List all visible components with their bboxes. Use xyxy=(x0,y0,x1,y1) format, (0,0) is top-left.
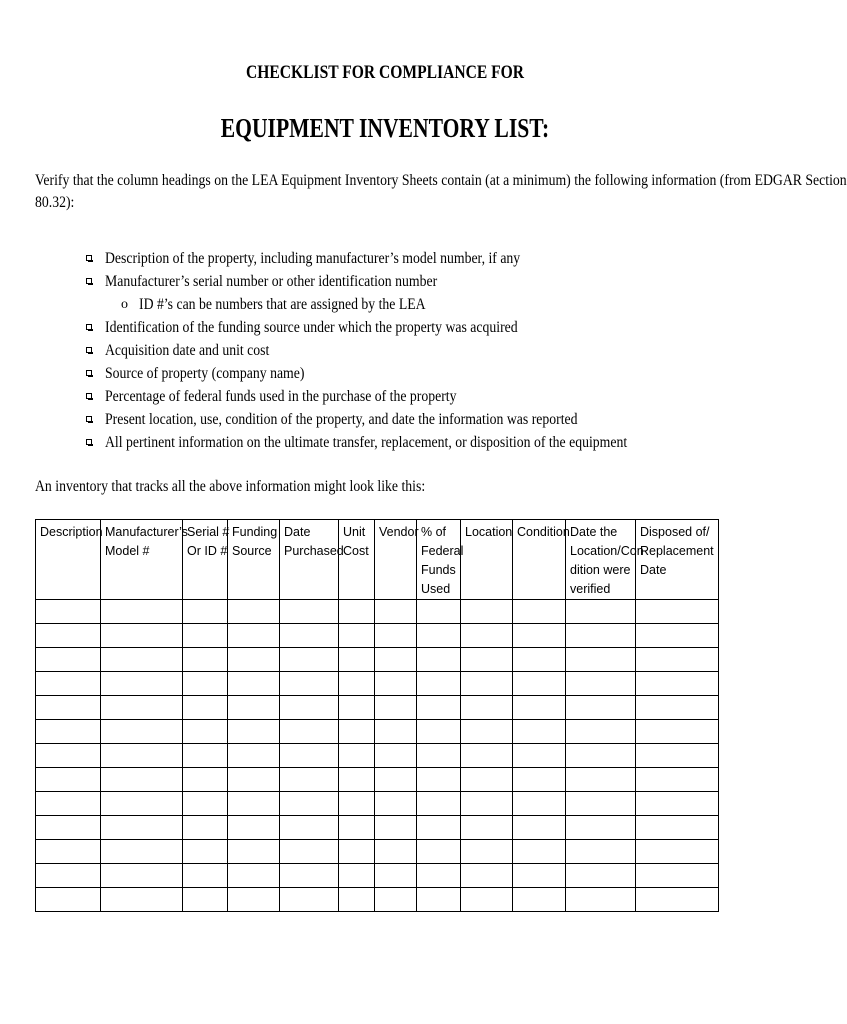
table-cell[interactable] xyxy=(228,696,280,720)
table-cell[interactable] xyxy=(339,864,375,888)
table-body xyxy=(36,600,719,912)
table-cell[interactable] xyxy=(513,720,566,744)
circle-bullet-icon: o xyxy=(121,297,128,312)
table-row xyxy=(36,672,719,696)
column-header xyxy=(228,520,280,600)
table-cell[interactable] xyxy=(636,744,719,768)
checklist-item-text: Manufacturer’s serial number or other identification number xyxy=(105,273,438,290)
table-cell[interactable] xyxy=(280,792,339,816)
table-cell[interactable] xyxy=(461,816,513,840)
table-cell[interactable] xyxy=(375,624,417,648)
table-row xyxy=(36,888,719,912)
table-cell[interactable] xyxy=(566,864,636,888)
table-row xyxy=(36,600,719,624)
document-title-line2: EQUIPMENT INVENTORY LIST: xyxy=(220,113,550,143)
table-cell[interactable] xyxy=(183,672,228,696)
table-cell[interactable] xyxy=(36,792,101,816)
table-cell[interactable] xyxy=(417,840,461,864)
table-cell[interactable] xyxy=(280,888,339,912)
table-cell[interactable] xyxy=(339,816,375,840)
column-header-line: Date xyxy=(284,525,311,539)
table-cell[interactable] xyxy=(101,648,183,672)
table-cell[interactable] xyxy=(375,672,417,696)
table-cell[interactable] xyxy=(461,864,513,888)
table-row xyxy=(36,744,719,768)
table-cell[interactable] xyxy=(417,864,461,888)
table-cell[interactable] xyxy=(228,768,280,792)
inventory-table xyxy=(35,519,719,912)
table-cell[interactable] xyxy=(101,624,183,648)
table-cell[interactable] xyxy=(461,624,513,648)
table-cell[interactable] xyxy=(280,744,339,768)
table-cell[interactable] xyxy=(375,816,417,840)
table-cell[interactable] xyxy=(417,720,461,744)
table-cell[interactable] xyxy=(183,744,228,768)
table-cell[interactable] xyxy=(183,696,228,720)
table-cell[interactable] xyxy=(636,672,719,696)
table-cell[interactable] xyxy=(417,672,461,696)
intro-line-1: Verify that the column headings on the LEA Equipment Inventory Sheets contain (at a minimum) the following information (from EDGAR Section xyxy=(35,172,847,189)
table-cell[interactable] xyxy=(280,600,339,624)
column-header xyxy=(566,520,644,600)
table-cell[interactable] xyxy=(461,720,513,744)
table-cell[interactable] xyxy=(417,768,461,792)
table-header-row xyxy=(36,520,719,600)
table-cell[interactable] xyxy=(513,648,566,672)
table-cell[interactable] xyxy=(375,744,417,768)
column-header xyxy=(417,520,464,600)
table-cell[interactable] xyxy=(339,624,375,648)
table-cell[interactable] xyxy=(566,888,636,912)
table-cell[interactable] xyxy=(417,888,461,912)
checkbox-bullet-icon xyxy=(86,393,92,399)
column-header-line: Vendor xyxy=(379,525,419,539)
table-cell[interactable] xyxy=(36,720,101,744)
table-cell[interactable] xyxy=(183,816,228,840)
table-cell[interactable] xyxy=(280,768,339,792)
checkbox-bullet-icon xyxy=(86,416,92,422)
table-row xyxy=(36,792,719,816)
column-header-line: Replacement xyxy=(640,544,714,558)
intro-line-2: 80.32): xyxy=(35,194,75,211)
table-cell[interactable] xyxy=(636,840,719,864)
table-cell[interactable] xyxy=(461,888,513,912)
table-row xyxy=(36,648,719,672)
column-header xyxy=(461,520,513,600)
table-cell[interactable] xyxy=(513,744,566,768)
table-cell[interactable] xyxy=(183,768,228,792)
table-cell[interactable] xyxy=(636,864,719,888)
document-title-line1: CHECKLIST FOR COMPLIANCE FOR xyxy=(245,62,525,83)
column-header xyxy=(375,520,417,600)
table-cell[interactable] xyxy=(36,840,101,864)
column-header-line: Funds xyxy=(421,563,456,577)
table-cell[interactable] xyxy=(339,696,375,720)
table-cell[interactable] xyxy=(461,768,513,792)
table-cell[interactable] xyxy=(101,696,183,720)
table-cell[interactable] xyxy=(375,648,417,672)
intro-paragraph xyxy=(35,170,847,214)
table-cell[interactable] xyxy=(566,840,636,864)
table-cell[interactable] xyxy=(280,840,339,864)
table-cell[interactable] xyxy=(183,864,228,888)
table-cell[interactable] xyxy=(101,720,183,744)
table-row xyxy=(36,768,719,792)
table-cell[interactable] xyxy=(280,864,339,888)
table-cell[interactable] xyxy=(417,624,461,648)
table-cell[interactable] xyxy=(36,864,101,888)
table-cell[interactable] xyxy=(183,720,228,744)
column-header xyxy=(339,520,375,600)
table-cell[interactable] xyxy=(461,792,513,816)
table-cell[interactable] xyxy=(339,792,375,816)
table-cell[interactable] xyxy=(280,648,339,672)
column-header-line: Serial # xyxy=(187,525,230,539)
column-header-line: verified xyxy=(570,582,611,596)
table-cell[interactable] xyxy=(513,816,566,840)
checkbox-bullet-icon xyxy=(86,347,92,353)
table-cell[interactable] xyxy=(461,600,513,624)
checkbox-bullet-icon xyxy=(86,278,92,284)
table-cell[interactable] xyxy=(417,792,461,816)
table-cell[interactable] xyxy=(636,696,719,720)
table-cell[interactable] xyxy=(183,840,228,864)
table-cell[interactable] xyxy=(375,720,417,744)
column-header-line: Federal xyxy=(421,544,464,558)
table-cell[interactable] xyxy=(417,744,461,768)
table-cell[interactable] xyxy=(228,840,280,864)
table-cell[interactable] xyxy=(339,720,375,744)
table-cell[interactable] xyxy=(566,696,636,720)
column-header-line: Or ID # xyxy=(187,544,228,558)
table-cell[interactable] xyxy=(183,792,228,816)
table-cell[interactable] xyxy=(461,840,513,864)
column-header-line: Condition xyxy=(517,525,570,539)
table-cell[interactable] xyxy=(228,624,280,648)
table-cell[interactable] xyxy=(36,672,101,696)
table-cell[interactable] xyxy=(636,768,719,792)
table-cell[interactable] xyxy=(339,672,375,696)
table-cell[interactable] xyxy=(513,624,566,648)
table-cell[interactable] xyxy=(513,672,566,696)
table-cell[interactable] xyxy=(513,600,566,624)
table-cell[interactable] xyxy=(183,624,228,648)
table-cell[interactable] xyxy=(566,720,636,744)
table-row xyxy=(36,864,719,888)
checklist-item-text: Acquisition date and unit cost xyxy=(105,342,270,359)
table-cell[interactable] xyxy=(339,888,375,912)
checklist-item-text: Source of property (company name) xyxy=(105,365,305,382)
table-cell[interactable] xyxy=(280,696,339,720)
column-header-line: Date the xyxy=(570,525,618,539)
column-header-line: Manufacturer’s xyxy=(105,525,188,539)
table-cell[interactable] xyxy=(375,864,417,888)
table-cell[interactable] xyxy=(417,600,461,624)
table-cell[interactable] xyxy=(566,744,636,768)
table-row xyxy=(36,624,719,648)
table-row xyxy=(36,720,719,744)
checklist-subitem-text: ID #’s can be numbers that are assigned by the LEA xyxy=(139,296,426,313)
table-row xyxy=(36,840,719,864)
table-cell[interactable] xyxy=(375,792,417,816)
table-row xyxy=(36,696,719,720)
table-cell[interactable] xyxy=(101,600,183,624)
table-cell[interactable] xyxy=(566,648,636,672)
table-cell[interactable] xyxy=(228,744,280,768)
table-cell[interactable] xyxy=(101,672,183,696)
table-cell[interactable] xyxy=(228,864,280,888)
table-cell[interactable] xyxy=(636,720,719,744)
table-cell[interactable] xyxy=(566,672,636,696)
column-header-line: Location xyxy=(465,525,513,539)
column-header-line: Model # xyxy=(105,544,150,558)
table-cell[interactable] xyxy=(375,768,417,792)
table-cell[interactable] xyxy=(228,720,280,744)
table-cell[interactable] xyxy=(636,792,719,816)
table-cell[interactable] xyxy=(183,888,228,912)
column-header xyxy=(36,520,101,600)
table-cell[interactable] xyxy=(636,624,719,648)
table-row xyxy=(36,816,719,840)
table-cell[interactable] xyxy=(461,648,513,672)
table-cell[interactable] xyxy=(636,816,719,840)
table-cell[interactable] xyxy=(513,840,566,864)
table-cell[interactable] xyxy=(339,744,375,768)
table-cell[interactable] xyxy=(228,888,280,912)
column-header-line: Cost xyxy=(343,544,369,558)
table-cell[interactable] xyxy=(101,840,183,864)
column-header xyxy=(513,520,570,600)
table-cell[interactable] xyxy=(280,624,339,648)
table-cell[interactable] xyxy=(417,696,461,720)
table-cell[interactable] xyxy=(375,888,417,912)
checklist-item-text: Description of the property, including manufacturer’s model number, if any xyxy=(105,250,521,267)
column-header-line: Unit xyxy=(343,525,366,539)
table-cell[interactable] xyxy=(513,696,566,720)
table-cell[interactable] xyxy=(375,840,417,864)
column-header-line: Disposed of/ xyxy=(640,525,710,539)
table-cell[interactable] xyxy=(101,816,183,840)
table-cell[interactable] xyxy=(36,888,101,912)
table-cell[interactable] xyxy=(417,648,461,672)
table-cell[interactable] xyxy=(513,864,566,888)
table-cell[interactable] xyxy=(228,816,280,840)
column-header xyxy=(280,520,344,600)
table-cell[interactable] xyxy=(566,768,636,792)
checkbox-bullet-icon xyxy=(86,324,92,330)
column-header-line: Date xyxy=(640,563,667,577)
column-header xyxy=(183,520,228,600)
table-cell[interactable] xyxy=(36,744,101,768)
table-cell[interactable] xyxy=(636,600,719,624)
column-header-line: Source xyxy=(232,544,272,558)
table-cell[interactable] xyxy=(566,816,636,840)
checkbox-bullet-icon xyxy=(86,255,92,261)
column-header-line: Location/Con xyxy=(570,544,644,558)
table-cell[interactable] xyxy=(513,888,566,912)
table-cell[interactable] xyxy=(513,792,566,816)
column-header-line: dition were xyxy=(570,563,631,577)
checkbox-bullet-icon xyxy=(86,370,92,376)
table-cell[interactable] xyxy=(566,624,636,648)
table-cell[interactable] xyxy=(461,696,513,720)
table-cell[interactable] xyxy=(566,600,636,624)
checklist-item-text: Identification of the funding source under which the property was acquired xyxy=(105,319,518,336)
table-cell[interactable] xyxy=(566,792,636,816)
column-header xyxy=(636,520,719,600)
table-cell[interactable] xyxy=(461,744,513,768)
table-cell[interactable] xyxy=(101,768,183,792)
table-cell[interactable] xyxy=(228,648,280,672)
table-cell[interactable] xyxy=(36,600,101,624)
table-cell[interactable] xyxy=(339,768,375,792)
table-cell[interactable] xyxy=(375,696,417,720)
table-cell[interactable] xyxy=(280,672,339,696)
table-cell[interactable] xyxy=(417,816,461,840)
table-cell[interactable] xyxy=(36,624,101,648)
checklist-item-text: Percentage of federal funds used in the purchase of the property xyxy=(105,388,457,405)
table-cell[interactable] xyxy=(461,672,513,696)
column-header xyxy=(101,520,188,600)
outro-text: An inventory that tracks all the above information might look like this: xyxy=(35,478,426,495)
table-cell[interactable] xyxy=(339,840,375,864)
checkbox-bullet-icon xyxy=(86,439,92,445)
table-cell[interactable] xyxy=(280,816,339,840)
column-header-line: % of xyxy=(421,525,447,539)
table-cell[interactable] xyxy=(228,600,280,624)
column-header-line: Used xyxy=(421,582,451,596)
column-header-line: Description xyxy=(40,525,103,539)
table-cell[interactable] xyxy=(101,792,183,816)
table-cell[interactable] xyxy=(636,648,719,672)
table-cell[interactable] xyxy=(101,864,183,888)
table-cell[interactable] xyxy=(101,744,183,768)
table-cell[interactable] xyxy=(339,648,375,672)
table-cell[interactable] xyxy=(228,672,280,696)
table-cell[interactable] xyxy=(513,768,566,792)
table-cell[interactable] xyxy=(228,792,280,816)
table-cell[interactable] xyxy=(183,648,228,672)
table-cell[interactable] xyxy=(280,720,339,744)
table-cell[interactable] xyxy=(183,600,228,624)
table-cell[interactable] xyxy=(101,888,183,912)
table-cell[interactable] xyxy=(36,768,101,792)
checklist-item-text: Present location, use, condition of the property, and date the information was reported xyxy=(105,411,578,428)
table-cell[interactable] xyxy=(36,816,101,840)
table-cell[interactable] xyxy=(36,648,101,672)
column-header-line: Funding xyxy=(232,525,278,539)
column-header-line: Purchased xyxy=(284,544,344,558)
table-cell[interactable] xyxy=(636,888,719,912)
table-cell[interactable] xyxy=(339,600,375,624)
table-cell[interactable] xyxy=(36,696,101,720)
table-cell[interactable] xyxy=(375,600,417,624)
checklist-item-text: All pertinent information on the ultimate transfer, replacement, or disposition of the equipment xyxy=(105,434,628,451)
